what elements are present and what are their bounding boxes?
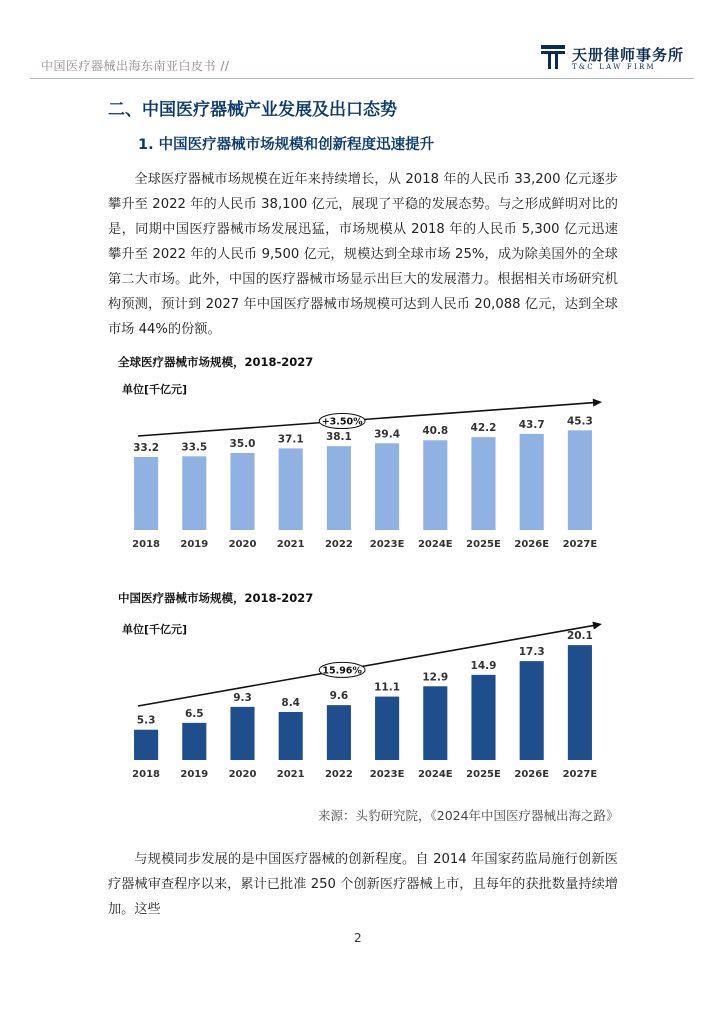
bar-2027E — [568, 645, 592, 760]
x-tick-label: 2023E — [369, 769, 405, 780]
x-tick-label: 2024E — [417, 769, 453, 780]
chart-title: 中国医疗器械市场规模，2018-2027 — [118, 591, 314, 605]
bar-value-label: 5.3 — [136, 714, 156, 727]
global-market-chart — [108, 348, 618, 560]
x-tick-label: 2020 — [228, 769, 257, 780]
x-tick-label: 2023E — [369, 539, 405, 550]
chart-source-note: 来源：头豹研究院，《2024年中国医疗器械出海之路》 — [318, 808, 619, 823]
bar-value-label: 9.6 — [329, 690, 349, 703]
bar-value-label: 8.4 — [281, 697, 301, 709]
bar-value-label: 20.1 — [566, 630, 593, 643]
bar-2019 — [182, 723, 206, 760]
chart-unit-label: 单位[千亿元] — [122, 383, 188, 396]
x-tick-label: 2022 — [324, 769, 353, 780]
bar-2019 — [182, 456, 206, 530]
bar-2018 — [134, 457, 158, 530]
chart-unit-label: 单位[千亿元] — [122, 623, 188, 636]
page-number: 2 — [354, 931, 362, 945]
bar-value-label: 11.1 — [374, 681, 401, 694]
bar-2025E — [471, 675, 495, 760]
cagr-label: 15.96% — [322, 665, 362, 677]
subsection-title: 1. 中国医疗器械市场规模和创新程度迅速提升 — [138, 137, 435, 153]
bar-2024E — [423, 440, 447, 530]
bar-value-label: 37.1 — [277, 433, 304, 446]
bar-value-label: 14.9 — [470, 659, 497, 672]
bar-value-label: 12.9 — [422, 671, 449, 684]
bar-value-label: 33.2 — [133, 441, 160, 454]
bar-2026E — [520, 434, 544, 530]
logo-chinese-name: 天册律师事务所 — [572, 46, 685, 64]
bar-value-label: 43.7 — [518, 418, 545, 431]
x-tick-label: 2026E — [514, 539, 550, 550]
bar-2018 — [134, 730, 158, 760]
x-tick-label: 2027E — [562, 769, 598, 780]
x-tick-label: 2026E — [514, 769, 550, 780]
bar-2020 — [230, 453, 254, 530]
bar-2023E — [375, 443, 399, 530]
bar-value-label: 17.3 — [518, 646, 545, 659]
paragraph-innovation: 与规模同步发展的是中国医疗器械的创新程度。自 2014 年国家药监局施行创新医疗器械审查程序以来，累计已批准 250 个创新医疗器械上市，且每年的获批数量持续增加。这些 — [108, 852, 618, 917]
bar-value-label: 40.8 — [422, 425, 449, 438]
bar-2020 — [230, 707, 254, 760]
bar-value-label: 9.3 — [233, 691, 252, 704]
china-market-chart — [108, 588, 618, 788]
paragraph-market-size: 全球医疗器械市场规模在近年来持续增长，从 2018 年的人民币 33,200 亿元逐步攀升至 2022 年的人民币 38,100 亿元，展现了平稳的发展态势。与之形成鲜明对比的是，同期中国医疗器械市场发展迅猛，市场规模从 2018 年的人民币 5,300 亿元迅速攀升至 2022 年的人民币 9,500 亿元，规模达到全球市场 25%，成为除美国外的全球第二大市场。此外，中国的医疗器械市场显示出巨大的发展潜力。根据相关市场研究机构预测，预计到 2027 年中国医疗器械市场规模可达到人民币 20,088 亿元，达到全球市场 44%的份额。 — [108, 172, 618, 337]
x-tick-label: 2021 — [276, 769, 305, 780]
header-divider — [30, 78, 694, 79]
bar-2022 — [327, 446, 351, 530]
bar-value-label: 6.5 — [184, 707, 204, 720]
x-tick-label: 2025E — [466, 769, 501, 780]
bar-value-label: 35.0 — [229, 438, 256, 450]
x-tick-label: 2027E — [562, 539, 598, 550]
x-tick-label: 2019 — [180, 769, 209, 780]
bar-2024E — [423, 686, 447, 760]
x-tick-label: 2018 — [132, 769, 161, 780]
bar-value-label: 38.1 — [325, 431, 352, 444]
logo-english-name: T&C LAW FIRM — [572, 63, 656, 71]
x-tick-label: 2022 — [324, 539, 353, 550]
china-market-chart-svg — [108, 588, 618, 788]
bar-value-label: 33.5 — [181, 441, 208, 454]
x-tick-label: 2020 — [228, 539, 257, 550]
bar-value-label: 45.3 — [566, 415, 593, 428]
bar-2021 — [279, 712, 303, 760]
x-tick-label: 2018 — [132, 539, 161, 550]
bar-2022 — [327, 705, 351, 760]
trend-arrow-head — [593, 399, 602, 407]
bar-2027E — [568, 430, 592, 530]
law-firm-logo-icon — [540, 44, 566, 70]
law-firm-logo — [540, 44, 685, 74]
section-title: 二、中国医疗器械产业发展及出口态势 — [108, 100, 397, 120]
x-tick-label: 2025E — [466, 539, 501, 550]
x-tick-label: 2021 — [276, 539, 305, 550]
bar-value-label: 42.2 — [470, 422, 497, 435]
x-tick-label: 2024E — [417, 539, 453, 550]
bar-2026E — [520, 661, 544, 760]
bar-2025E — [471, 437, 495, 530]
cagr-label: +3.50% — [321, 416, 363, 428]
global-market-chart-svg — [108, 348, 618, 560]
bar-2021 — [279, 448, 303, 530]
x-tick-label: 2019 — [180, 539, 209, 550]
chart-title: 全球医疗器械市场规模，2018-2027 — [118, 355, 314, 369]
bar-2023E — [375, 697, 399, 760]
header-doc-title: 中国医疗器械出海东南亚白皮书 // — [41, 59, 230, 73]
trend-arrow-head — [592, 622, 602, 630]
bar-value-label: 39.4 — [374, 428, 401, 441]
